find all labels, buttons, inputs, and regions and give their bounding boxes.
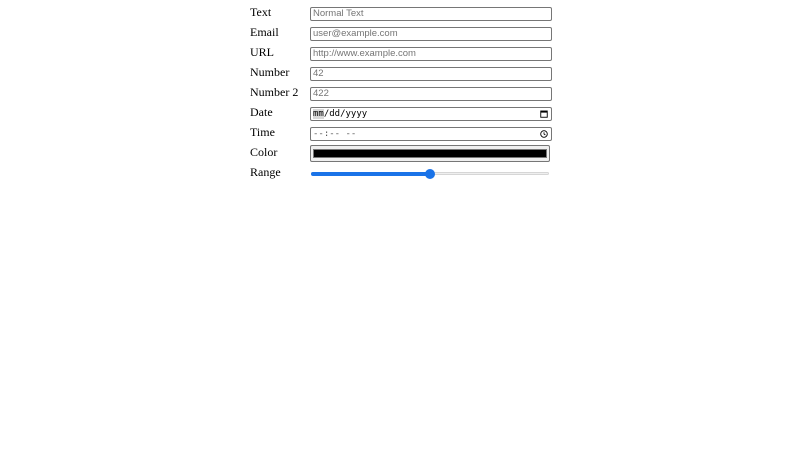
date-month-segment[interactable]: mm xyxy=(313,109,324,119)
form-row-date xyxy=(250,102,560,122)
number-2-input-placeholder: 422 xyxy=(313,88,329,99)
range-thumb[interactable] xyxy=(425,169,435,179)
number-2-input[interactable] xyxy=(310,87,552,101)
number-label: Number xyxy=(250,65,290,79)
date-rest-segments[interactable]: /dd/yyyy xyxy=(323,109,368,119)
date-label: Date xyxy=(250,105,273,119)
number-input[interactable] xyxy=(310,67,552,81)
range-fill xyxy=(311,172,430,176)
form-row-text xyxy=(250,2,560,22)
form-row-time xyxy=(250,122,560,142)
form-row-color xyxy=(250,140,560,160)
calendar-icon[interactable] xyxy=(540,110,548,118)
time-segments[interactable]: --:-- -- xyxy=(313,129,357,139)
clock-icon[interactable] xyxy=(540,130,548,138)
color-swatch xyxy=(313,149,547,158)
color-input[interactable] xyxy=(310,145,550,162)
email-input-placeholder: user@example.com xyxy=(313,28,398,39)
url-label: URL xyxy=(250,45,274,59)
number-input-placeholder: 42 xyxy=(313,68,324,79)
number-2-label: Number 2 xyxy=(250,85,299,99)
email-input[interactable] xyxy=(310,27,552,41)
text-input-placeholder: Normal Text xyxy=(313,8,364,19)
form-row-email xyxy=(250,22,560,42)
time-label: Time xyxy=(250,125,275,139)
range-slider[interactable] xyxy=(310,170,550,178)
url-input[interactable] xyxy=(310,47,552,61)
range-label: Range xyxy=(250,165,281,179)
time-input[interactable] xyxy=(310,127,552,141)
url-input-placeholder: http://www.example.com xyxy=(313,48,416,59)
date-input[interactable] xyxy=(310,107,552,121)
form-row-url xyxy=(250,42,560,62)
color-label: Color xyxy=(250,145,278,159)
form-row-number-2 xyxy=(250,82,560,102)
text-label: Text xyxy=(250,5,272,19)
text-input[interactable] xyxy=(310,7,552,21)
form-row-range xyxy=(250,162,560,182)
email-label: Email xyxy=(250,25,279,39)
form-row-number xyxy=(250,62,560,82)
